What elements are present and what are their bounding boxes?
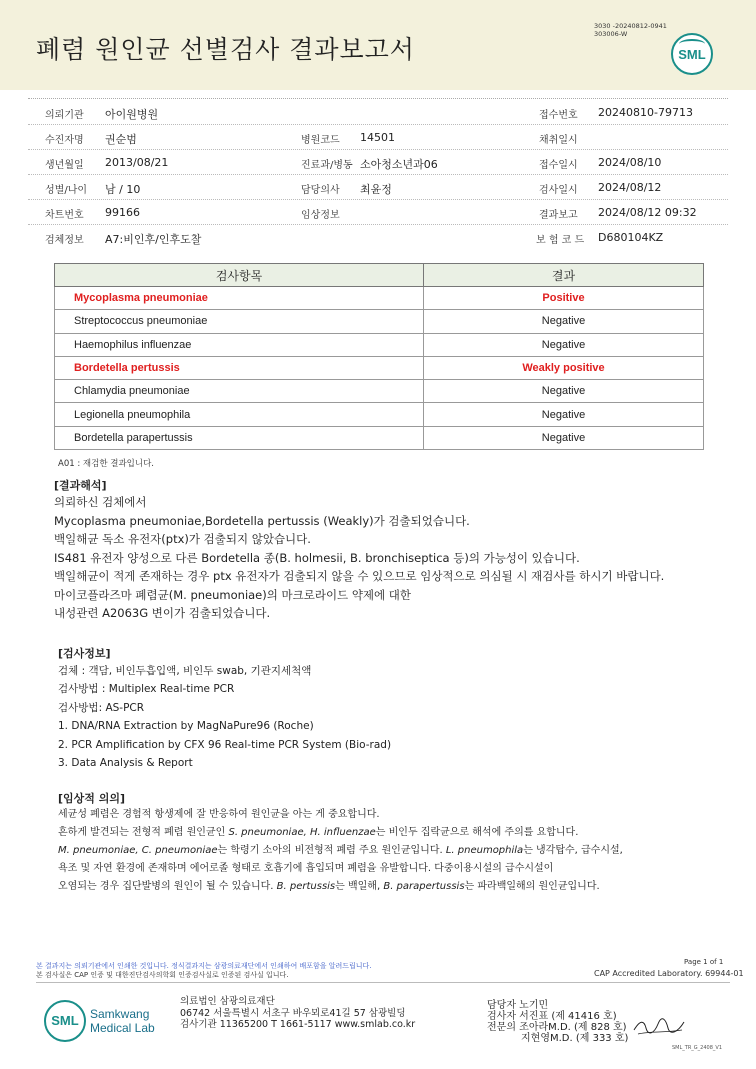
birth-date-value: 2013/08/21 xyxy=(105,156,169,169)
table-row: Haemophilus influenzae Negative xyxy=(55,333,704,356)
interpretation-title: [결과해석] xyxy=(54,479,107,492)
table-row: Bordetella parapertussis Negative xyxy=(55,426,704,449)
info-row-sex: 성별/나이 남 / 10 담당의사 최윤정 검사일시 2024/08/12 xyxy=(28,174,728,200)
cap-accreditation: CAP Accredited Laboratory. 69944-01 xyxy=(594,969,744,978)
sex-age-value: 남 / 10 xyxy=(105,183,141,196)
results-table-header xyxy=(55,264,704,287)
document-code: 3030 -20240812-0941 303006-W xyxy=(594,22,667,38)
results-table xyxy=(54,263,704,450)
table-row: Chlamydia pneumoniae Negative xyxy=(55,380,704,403)
hospital-code-value: 14501 xyxy=(360,131,395,144)
test-info-title: [검사정보] xyxy=(58,647,111,660)
sml-logo-icon: SML xyxy=(671,33,713,75)
handwritten-signature-icon xyxy=(632,1016,686,1038)
table-row: Legionella pneumophila Negative xyxy=(55,403,704,426)
footer-divider xyxy=(36,982,730,983)
info-row-patient: 수진자명 권순범 병원코드 14501 채취일시 xyxy=(28,124,728,150)
info-row-birth: 생년월일 2013/08/21 진료과/병동 소아청소년과06 접수일시 2024/08/10 xyxy=(28,149,728,175)
clinical-significance-title: [임상적 의의] xyxy=(58,792,126,805)
retest-note: A01 : 재검한 결과입니다. xyxy=(58,459,154,469)
footer-disclaimer: 본 결과지는 의뢰기관에서 인쇄한 것입니다. 정식결과지는 삼광의료재단에서 인쇄하여 배포함을 알려드립니다. 본 검사실은 CAP 인증 및 대한진단검사의학회 인증검사실로 인증된 검사실 입니다. xyxy=(36,962,372,979)
sml-footer-logo-icon: SML xyxy=(44,1000,86,1042)
table-row: Bordetella pertussis Weakly positive xyxy=(55,356,704,379)
department-value: 소아청소년과06 xyxy=(360,158,438,171)
doctor-value: 최윤정 xyxy=(360,183,392,196)
test-date-value: 2024/08/12 xyxy=(598,181,662,194)
receipt-date-value: 2024/08/10 xyxy=(598,156,662,169)
info-row-institution: 의뢰기관 아이원병원 접수번호 20240810-79713 xyxy=(28,99,728,125)
test-info-text: 검체 : 객담, 비인두흡입액, 비인두 swab, 기관지세척액 검사방법 : Multiplex Real-time PCR 검사방법: AS-PCR 1. DNA/RNA Extraction by MagNaPure96 (Roche) 2. PCR Amplification by CFX 96 Real-time PCR System (Bio-rad) 3. Data Analysis & Report xyxy=(58,665,392,770)
institution-value: 아이원병원 xyxy=(105,108,159,121)
info-row-specimen: 검체정보 A7:비인후/인후도찰 보 험 코 드 D680104KZ xyxy=(45,231,664,246)
specimen-value: A7:비인후/인후도찰 xyxy=(105,233,202,246)
signers-block: 담당자 노기민 검사자 서진표 (제 41416 호) 전문의 조아라M.D. (제 828 호) 지현영M.D. (제 333 호) xyxy=(487,1000,629,1044)
result-weakly-positive: Weakly positive xyxy=(424,356,704,379)
receipt-no-value: 20240810-79713 xyxy=(598,106,693,119)
info-row-chart: 차트번호 99166 임상정보 결과보고 2024/08/12 09:32 xyxy=(28,199,728,225)
form-code: SML_TR_G_2408_V1 xyxy=(672,1045,723,1051)
clinical-significance-text: 세균성 폐렴은 경험적 항생제에 잘 반응하여 원인균을 아는 게 중요합니다. 흔하게 발견되는 전형적 폐렴 원인균인 S. pneumoniae, H. influenzae는 비인두 집락균으로 해석에 주의를 요합니다. M. pneumoniae, C. pneumoniae는 학령기 소아의 비전형적 폐렴 주요 원인균입니다. L. pneumophila는 냉각탑수, 급수시설, 욕조 및 자연 환경에 존재하며 에어로졸 형태로 호흡기에 흡입되며 폐렴을 유발합니다. 다중이용시설의 급수시설이 오염되는 경우 집단발병의 원인이 될 수 있습니다. B. pertussis는 백일해, B. parapertussis는 파라백일해의 원인균입니다. xyxy=(58,809,623,892)
organization-info: 의료법인 삼광의료재단 06742 서울특별시 서초구 바우뫼로41길 57 삼광빌딩 검사기관 11365200 T 1661-5117 www.smlab.co.kr xyxy=(180,996,416,1030)
page-title: 폐렴 원인균 선별검사 결과보고서 xyxy=(36,35,415,64)
column-header-item: 검사항목 xyxy=(55,264,424,287)
page-number: Page 1 of 1 xyxy=(684,958,724,966)
result-positive: Positive xyxy=(424,287,704,310)
interpretation-text: 의뢰하신 검체에서 Mycoplasma pneumoniae,Bordetella pertussis (Weakly)가 검출되었습니다. 백일해균 독소 유전자(ptx)가 검출되지 않았습니다. IS481 유전자 양성으로 다른 Bordetella 종(B. holmesii, B. bronchiseptica 등)의 가능성이 있습니다. 백일해균이 적게 존재하는 경우 ptx 유전자가 검출되지 않을 수 있으므로 임상적으로 의심될 시 재검사를 하시기 바랍니다. 마이코플라즈마 폐렴균(M. pneumoniae)의 마크로라이드 약제에 대한 내성관련 A2063G 변이가 검출되었습니다. xyxy=(54,495,665,620)
report-date-value: 2024/08/12 09:32 xyxy=(598,206,697,219)
column-header-result: 결과 xyxy=(424,264,704,287)
insurance-code-value: D680104KZ xyxy=(598,231,664,244)
chart-no-value: 99166 xyxy=(105,206,140,219)
patient-name-value: 권순범 xyxy=(105,133,137,146)
lab-name-logo: Samkwang Medical Lab xyxy=(90,1007,155,1035)
table-row: Streptococcus pneumoniae Negative xyxy=(55,310,704,333)
table-row: Mycoplasma pneumoniae Positive xyxy=(55,287,704,310)
